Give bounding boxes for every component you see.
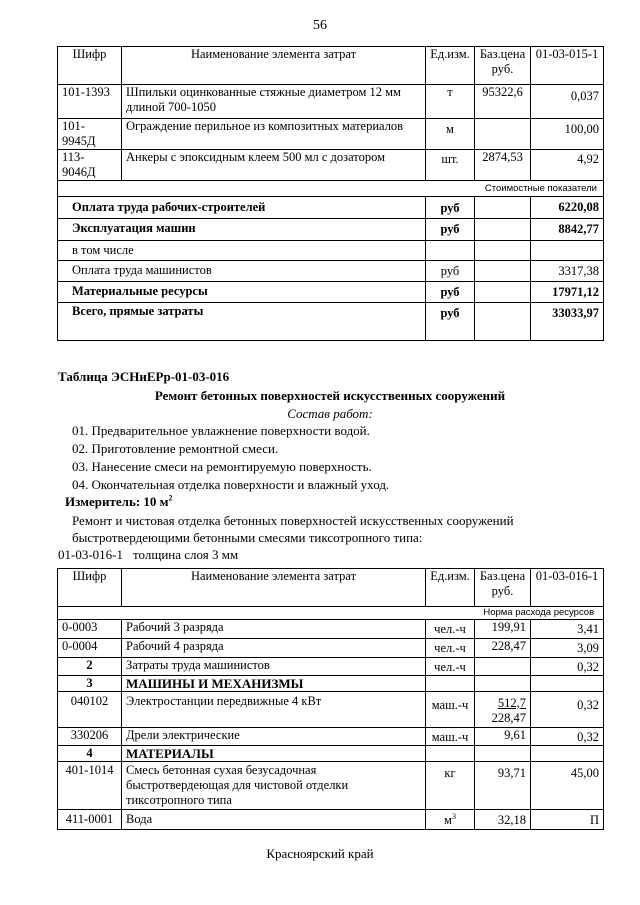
row-name: Ограждение перильное из композитных материалов: [122, 119, 426, 150]
price-secondary: 228,47: [491, 711, 526, 725]
row-code: 411-0001: [58, 810, 122, 830]
row-code: 0-0004: [58, 639, 122, 658]
row-name: МАШИНЫ И МЕХАНИЗМЫ: [122, 676, 426, 692]
header-price: Баз.цена руб.: [475, 569, 531, 607]
row-price: 2874,53: [475, 150, 531, 181]
row-name: Рабочий 3 разряда: [122, 620, 426, 639]
row-unit: маш.-ч: [426, 692, 475, 728]
total-unit: руб: [426, 282, 475, 303]
total-unit: руб: [426, 219, 475, 241]
name-line: тиксотропного типа: [126, 793, 232, 807]
table-row: [58, 692, 604, 728]
row-unit: чел.-ч: [426, 620, 475, 639]
header-norm: 01-03-015-1: [531, 47, 604, 85]
table-row: [58, 119, 604, 150]
row-name: Шпильки оцинкованные стяжные диаметром 12 мм длиной 700-1050: [122, 85, 426, 119]
total-name: Материальные ресурсы: [58, 282, 426, 303]
row-name: Дрели электрические: [122, 728, 426, 746]
row-name: Электростанции передвижные 4 кВт: [122, 692, 426, 728]
total-row: [58, 197, 604, 219]
row-name: Затраты труда машинистов: [122, 658, 426, 676]
row-unit: чел.-ч: [426, 658, 475, 676]
norm-label-row: [58, 607, 604, 620]
work-step: 01. Предварительное увлажнение поверхности водой.: [72, 423, 370, 438]
table-header-row: [58, 569, 604, 607]
cost-table-1: [57, 46, 604, 341]
header-code: Шифр: [58, 569, 122, 607]
row-code: 101-9945Д: [58, 119, 122, 150]
row-code: 113-9046Д: [58, 150, 122, 181]
row-code: 0-0003: [58, 620, 122, 639]
meter-text: Измеритель: 10 м: [65, 494, 169, 509]
table-row: [58, 85, 604, 119]
total-row: [58, 303, 604, 341]
price-primary: 512,7: [497, 696, 526, 710]
table-row: [58, 658, 604, 676]
table-row: [58, 728, 604, 746]
resource-table: [57, 568, 604, 830]
footer-region: Красноярский край: [266, 846, 374, 861]
meter-label: [65, 493, 173, 511]
row-value: 0,32: [531, 692, 604, 728]
unit-text: м: [444, 813, 452, 827]
meter-sup: 2: [168, 493, 173, 503]
row-value: 0,037: [531, 85, 604, 119]
row-code: 3: [58, 676, 122, 692]
total-value: 8842,77: [531, 219, 604, 241]
row-name: [122, 762, 426, 810]
table-header-row: [58, 47, 604, 85]
page-number: 56: [313, 18, 327, 33]
row-name: МАТЕРИАЛЫ: [122, 746, 426, 762]
row-price: 199,91: [475, 620, 531, 639]
unit-sup: 3: [451, 811, 456, 821]
description: Ремонт и чистовая отделка бетонных поверхностей искусственных сооружений: [72, 513, 514, 528]
work-step: 02. Приготовление ремонтной смеси.: [72, 441, 279, 456]
header-price: Баз.цена руб.: [475, 47, 531, 85]
table-row: [58, 810, 604, 830]
work-step: 03. Нанесение смеси на ремонтируемую поверхность.: [72, 459, 372, 474]
header-norm: 01-03-016-1: [531, 569, 604, 607]
header-code: Шифр: [58, 47, 122, 85]
norm-label: Норма расхода ресурсов: [475, 607, 604, 620]
row-code: 101-1393: [58, 85, 122, 119]
section-row: [58, 676, 604, 692]
row-price: 32,18: [475, 810, 531, 830]
description: быстротвердеющими бетонными смесями тиксотропного типа:: [72, 530, 423, 545]
row-name: Вода: [122, 810, 426, 830]
row-unit: м: [426, 119, 475, 150]
section-heading: Ремонт бетонных поверхностей искусственных сооружений: [154, 388, 506, 403]
header-unit: Ед.изм.: [426, 569, 475, 607]
cost-indicators-row: [58, 181, 604, 197]
variant-code: 01-03-016-1: [58, 547, 123, 562]
row-value: П: [531, 810, 604, 830]
row-code: 330206: [58, 728, 122, 746]
row-value: 45,00: [531, 762, 604, 810]
row-unit: [426, 810, 475, 830]
composition-label: Состав работ:: [287, 406, 373, 421]
row-unit: кг: [426, 762, 475, 810]
total-row: [58, 219, 604, 241]
row-name: Рабочий 4 разряда: [122, 639, 426, 658]
total-name: Оплата труда рабочих-строителей: [58, 197, 426, 219]
row-code: 2: [58, 658, 122, 676]
row-price: 93,71: [475, 762, 531, 810]
table-row: [58, 639, 604, 658]
name-line: быстротвердеющая для чистовой отделки: [126, 778, 349, 792]
row-code: 4: [58, 746, 122, 762]
table-row: [58, 762, 604, 810]
row-value: 100,00: [531, 119, 604, 150]
total-unit: руб: [426, 261, 475, 282]
total-value: 17971,12: [531, 282, 604, 303]
row-code: 401-1014: [58, 762, 122, 810]
row-value: 0,32: [531, 728, 604, 746]
section-row: [58, 746, 604, 762]
row-unit: т: [426, 85, 475, 119]
row-name: Анкеры с эпоксидным клеем 500 мл с дозатором: [122, 150, 426, 181]
row-value: 3,09: [531, 639, 604, 658]
total-unit: руб: [426, 303, 475, 341]
total-row: [58, 261, 604, 282]
row-value: 0,32: [531, 658, 604, 676]
header-name: Наименование элемента затрат: [122, 569, 426, 607]
variant-name: толщина слоя 3 мм: [133, 547, 239, 562]
total-value: 6220,08: [531, 197, 604, 219]
header-unit: Ед.изм.: [426, 47, 475, 85]
work-step: 04. Окончательная отделка поверхности и влажный уход.: [72, 477, 390, 492]
row-price: [475, 658, 531, 676]
row-value: 3,41: [531, 620, 604, 639]
cost-indicators-label: Стоимостные показатели: [58, 181, 604, 197]
total-name: Оплата труда машинистов: [58, 261, 426, 282]
total-name: в том числе: [58, 241, 426, 261]
header-name: Наименование элемента затрат: [122, 47, 426, 85]
total-row: [58, 282, 604, 303]
total-name: Всего, прямые затраты: [58, 303, 426, 341]
total-value: 33033,97: [531, 303, 604, 341]
total-unit: руб: [426, 197, 475, 219]
table-title: Таблица ЭСНиЕРр-01-03-016: [58, 369, 230, 384]
row-price: [475, 119, 531, 150]
row-price: 95322,6: [475, 85, 531, 119]
row-price: [475, 692, 531, 728]
total-name: Эксплуатация машин: [58, 219, 426, 241]
total-row: [58, 241, 604, 261]
row-unit: шт.: [426, 150, 475, 181]
row-value: 4,92: [531, 150, 604, 181]
table-row: [58, 150, 604, 181]
row-price: 9,61: [475, 728, 531, 746]
row-unit: чел.-ч: [426, 639, 475, 658]
row-price: 228,47: [475, 639, 531, 658]
row-code: 040102: [58, 692, 122, 728]
total-value: 3317,38: [531, 261, 604, 282]
row-unit: маш.-ч: [426, 728, 475, 746]
name-line: Смесь бетонная сухая безусадочная: [126, 763, 317, 777]
table-row: [58, 620, 604, 639]
